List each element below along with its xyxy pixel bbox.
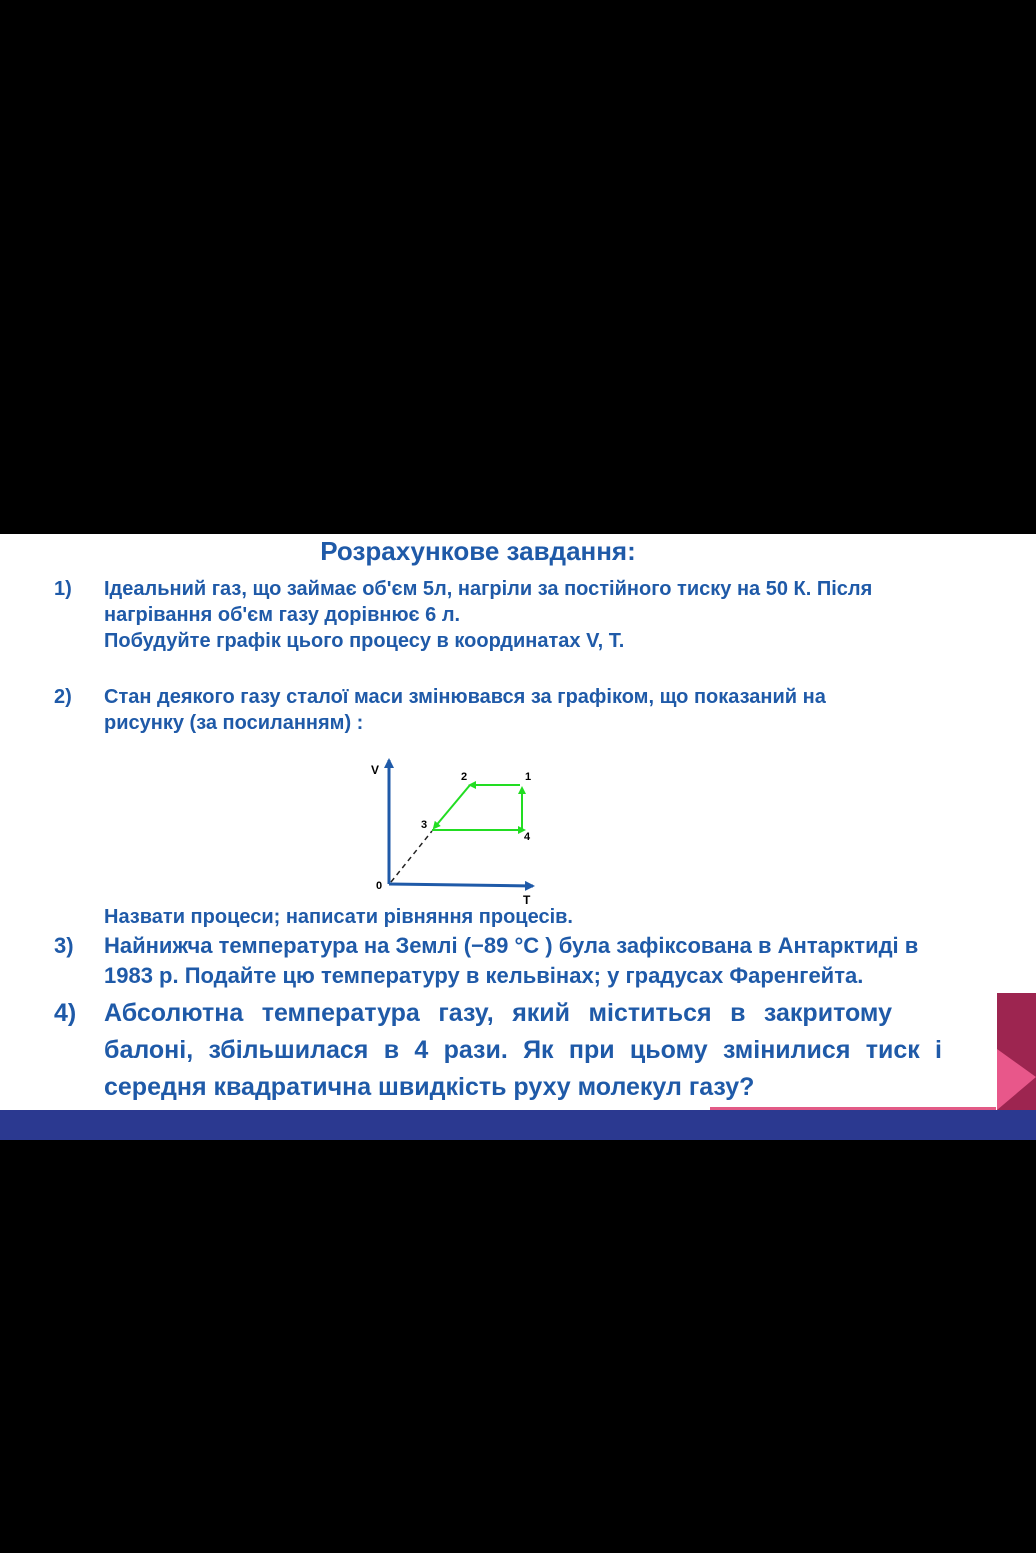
- task-2-text: [104, 684, 974, 736]
- slide: [0, 534, 1036, 1110]
- t-axis: [389, 884, 533, 886]
- point-4-label: 4: [524, 831, 531, 843]
- point-3-label: 3: [421, 819, 428, 831]
- task-2-number: 2): [54, 686, 72, 708]
- corner-decoration: [997, 993, 1036, 1110]
- task-1-line-3: Побудуйте графік цього процесу в координатах V, T.: [104, 630, 625, 652]
- corner-decoration-triangle: [997, 1049, 1036, 1110]
- vt-graph: [360, 756, 560, 906]
- task-2-after-graph: Назвати процеси; написати рівняння процесів.: [104, 906, 573, 928]
- task-4-number: 4): [54, 999, 77, 1027]
- task-4-line-2: балоні, збільшилася в 4 рази. Як при цьому змінилися тиск і: [104, 1036, 942, 1064]
- task-4-line-3: середня квадратична швидкість руху молекул газу?: [104, 1073, 755, 1101]
- task-2-line-2: рисунку (за посиланням) :: [104, 712, 364, 734]
- t-axis-label: T: [523, 893, 531, 906]
- task-1-number: 1): [54, 578, 72, 600]
- task-4-text: [104, 995, 942, 1106]
- task-4-line-1: Абсолютна температура газу, який міститься в закритому: [104, 999, 892, 1027]
- process-2-3: [434, 785, 470, 828]
- task-1-line-1: Ідеальний газ, що займає об'єм 5л, нагріли за постійного тиску на 50 К. Після: [104, 578, 873, 600]
- task-3-number: 3): [54, 933, 74, 958]
- task-3-line-2: 1983 р. Подайте цю температуру в кельвінах; у градусах Фаренгейта.: [104, 963, 864, 988]
- slide-bottom-bar: [0, 1110, 1036, 1140]
- task-1-line-2: нагрівання об'єм газу дорівнює 6 л.: [104, 604, 461, 626]
- slide-title: Розрахункове завдання:: [320, 536, 636, 566]
- origin-label: 0: [376, 880, 383, 892]
- task-2-line-1: Стан деякого газу сталої маси змінювався за графіком, що показаний на: [104, 686, 826, 708]
- task-3-line-1: Найнижча температура на Землі (−89 °С ) була зафіксована в Антарктиді в: [104, 933, 919, 958]
- task-3-text: [104, 931, 960, 991]
- dashed-line-origin-3: [391, 831, 432, 882]
- point-2-label: 2: [461, 771, 468, 783]
- v-axis-label: V: [371, 763, 380, 777]
- task-1-text: [104, 576, 974, 654]
- point-1-label: 1: [525, 771, 532, 783]
